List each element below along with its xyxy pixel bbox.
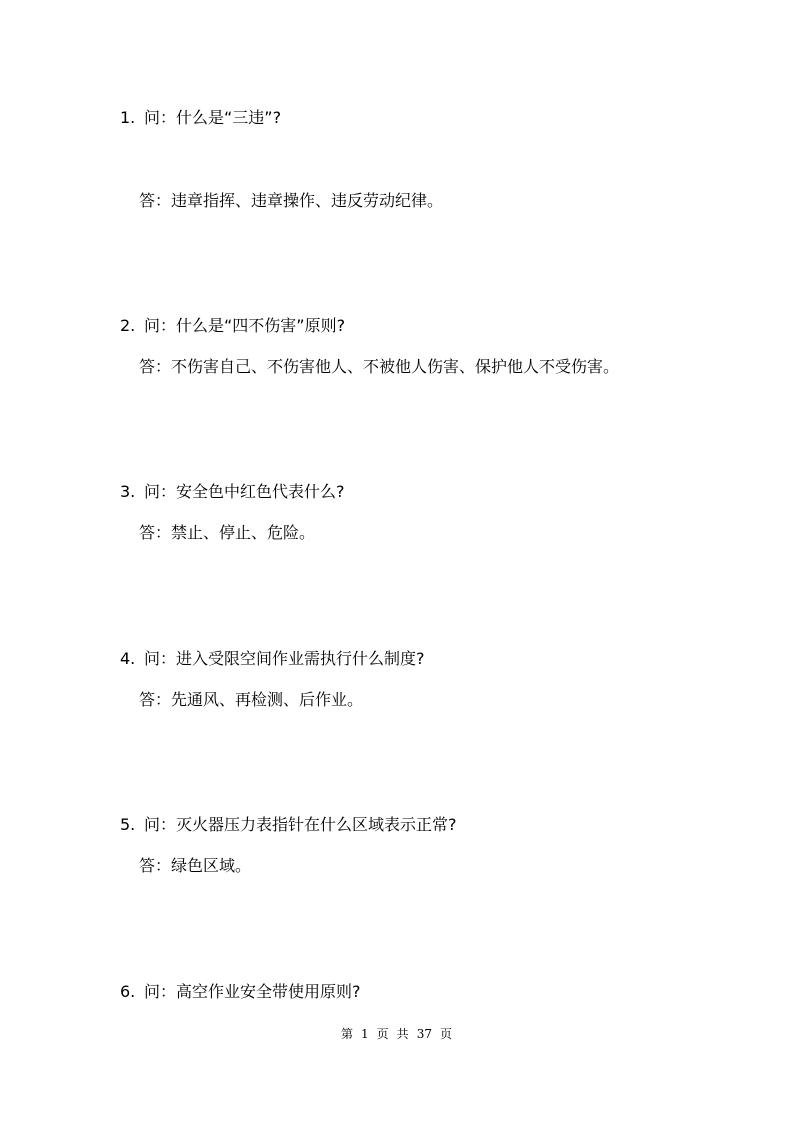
answer-2: 答：不伤害自己、不伤害他人、不被他人伤害、保护他人不受伤害。 [139,357,620,376]
answer-3: 答：禁止、停止、危险。 [139,523,316,542]
page-footer [0,1026,793,1042]
question-6 [120,982,361,1002]
answer-1: 答：违章指挥、违章操作、违反劳动纪律。 [139,191,444,210]
question-5 [120,815,457,835]
question-text: 问：什么是“四不伤害”原则? [144,316,346,335]
footer-suffix: 页 [439,1027,452,1041]
question-number: 2. [120,316,136,335]
question-number: 5. [120,815,136,834]
answer-4: 答：先通风、再检测、后作业。 [139,690,364,709]
question-text: 问：灭火器压力表指针在什么区域表示正常? [144,815,457,834]
footer-prefix: 第 [341,1027,354,1041]
question-text: 问：安全色中红色代表什么? [144,482,345,501]
question-4 [120,649,425,669]
question-number: 4. [120,649,136,668]
question-text: 问：什么是“三违”? [144,108,282,127]
question-text: 问：进入受限空间作业需执行什么制度? [144,649,425,668]
question-number: 1. [120,108,136,127]
answer-5: 答：绿色区域。 [139,856,252,875]
question-text: 问：高空作业安全带使用原则? [144,982,361,1001]
question-3 [120,482,345,502]
question-1 [120,108,281,128]
footer-total-pages: 37 [416,1027,432,1041]
question-2 [120,316,345,336]
footer-page-number: 1 [361,1027,369,1041]
footer-total-label: 共 [396,1027,409,1041]
question-number: 3. [120,482,136,501]
footer-middle: 页 [376,1027,389,1041]
question-number: 6. [120,982,136,1001]
